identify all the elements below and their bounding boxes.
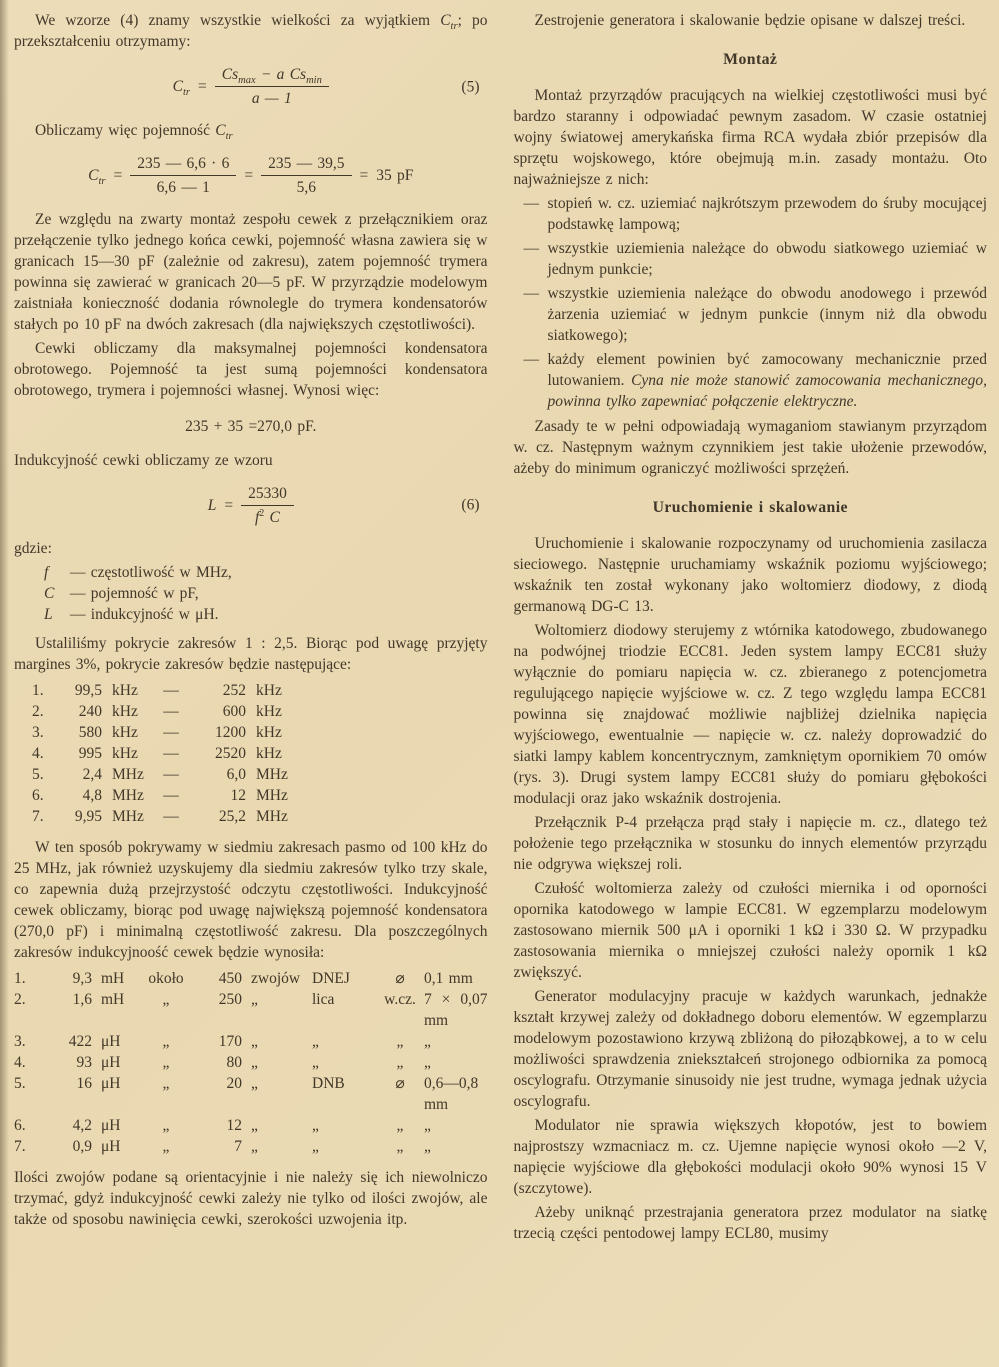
equals-sign: = [224,496,234,514]
paragraph-mounting-capacitance: Ze względu na zwarty montaż zespołu cewek z przełącznikiem oraz przełączenie tylko jednego końca cewki, pojemność własna zawiera się w granicach 15—30 pF (zależnie od zakresu), zatem pojemność trymera powinna się zawierać w granicach 20—5 pF. W przyrządzie modelowym zaistniała konieczność dodania równolegle do trymera kondensatorów stałych po 10 pF na dwóch zakresach (dla największych częstotliwości). [14,210,488,333]
range-dash: — [163,682,179,700]
rule-text: wszystkie uziemienia należące do obwodu anodowego i przewód żarzenia uziemiać w jednym punkcie (innym niż dla obwodu siatkowego); [547,285,987,344]
equation-number-5: (5) [461,78,480,96]
paragraph-ranges-intro: Ustaliliśmy pokrycie zakresów 1 : 2,5. Biorąc pod uwagę przyjęty margines 3%, pokrycie zakresów będzie następujące: [14,635,488,674]
rule-item [524,349,988,412]
inductance-row [14,1115,488,1136]
wire-diameter-symbol: „ [396,1138,404,1156]
range-to-unit: MHz [256,808,288,826]
turns-count: 12 [226,1117,242,1135]
paragraph-coverage: W ten sposób pokrywamy w siedmiu zakresach pasmo od 100 kHz do 25 MHz, jak również uzyskujemy dla siedmiu zakresów tylko trzy skale, co zapewnia dużą przejrzystość odczytu częstotliwości. Indukcyjność cewek obliczamy, biorąc pod uwagę największą pojemność kondensatora (270,0 pF) i minimalną częstotliwość zakresu. Dla poszczególnych zakresów indukcyjnoość cewek będzie wynosiła: [14,839,488,962]
turns-label: „ [251,1117,258,1135]
approx-label: „ [162,1117,170,1135]
range-from-unit: kHz [112,745,138,763]
range-from-value: 580 [78,724,102,742]
wire-size: „ [424,1033,431,1051]
montaz-rules-list [524,193,988,412]
paragraph-rules-summary: Zasady te w pełni odpowiadają wymaganiom stawianym przyrządom w. cz. Następnym ważnym czynnikiem jest takie ułożenie przewodów, ażeby do minimum ograniczyć możliwości sprzężeń. [513,418,987,477]
symbol: C [44,585,55,603]
range-dash: — [163,766,179,784]
paragraph-avoid-detuning: Ażeby uniknąć przestrajania generatora przez modulator na siatkę trzecią części pentodowej lampy ECL80, musimy [513,1204,987,1242]
symbol-definition-row [44,562,488,583]
formula-5-lhs: $C_{tr}$ [172,78,191,99]
formula-5-fraction: $\frac{Cs_{max} - a Cs_{min}}{a — 1}$ [215,65,329,109]
inductance-value: 1,6 [72,991,92,1009]
range-from-unit: kHz [112,724,138,742]
row-number: 4. [32,745,44,763]
symbol: f [44,564,49,582]
row-number: 3. [14,1033,26,1051]
range-to-unit: kHz [256,745,282,763]
frequency-range-row [14,743,488,764]
inductance-row [14,1073,488,1115]
inductance-row [14,1052,488,1073]
range-from-unit: MHz [112,766,144,784]
turns-label: „ [251,1075,258,1093]
approx-label: „ [162,1138,170,1156]
inductance-unit: μH [101,1033,121,1051]
range-to-unit: MHz [256,766,288,784]
symbol-meaning: — indukcyjność w μH. [70,606,219,624]
wire-size: „ [424,1117,431,1135]
inductance-unit: μH [101,1054,121,1072]
inductance-value: 9,3 [72,970,92,988]
paragraph-capacity-calc: Obliczamy więc pojemność $C_{tr}$ [35,121,233,142]
formula-5 [14,65,488,109]
wire-diameter-symbol: w.cz. [384,991,416,1009]
paragraph-montaz-intro: Montaż przyrządów pracujących na wielkiej częstotliwości musi być bardzo staranny i odpowiadać pewnym zasadom. W czasie ostatniej wojny światowej amerykańska firma RCA wydała zbiór przepisów dla sprzętu wojskowego, które obejmują m.in. zasady montażu. Oto najważniejsze z nich: [513,87,987,188]
range-to-value: 12 [230,787,246,805]
frequency-range-row [14,722,488,743]
wire-diameter-symbol: ⌀ [395,970,405,988]
rule-text-italic: Cyna nie może stanowić zamocowania mechanicznego, powinna tylko zapewniać połączenie elektryczne. [547,372,987,410]
sum-equation: 235 + 35 =270,0 pF. [185,417,317,435]
range-to-value: 252 [222,682,246,700]
section-heading-montaz: Montaż [723,51,778,68]
row-number: 7. [32,808,44,826]
range-to-unit: kHz [256,703,282,721]
formula-result: 35 pF [376,166,414,184]
rule-text: stopień w. cz. uziemiać najkrótszym przewodem do śruby mocującej podstawkę lampową; [547,195,987,233]
frequency-range-row [14,764,488,785]
turns-count: 250 [218,991,242,1009]
row-number: 3. [32,724,44,742]
wire-diameter-symbol: „ [396,1033,404,1051]
frequency-range-row [14,785,488,806]
range-to-value: 25,2 [218,808,246,826]
paragraph-tuning-note: Zestrojenie generatora i skalowanie będzie opisane w dalszej treści. [534,12,966,29]
wire-diameter-symbol: „ [396,1054,404,1072]
turns-count: 20 [226,1075,242,1093]
inductance-value: 16 [76,1075,92,1093]
approx-label: „ [162,991,170,1009]
range-dash: — [163,703,179,721]
row-number: 2. [32,703,44,721]
inductance-row [14,1031,488,1052]
symbol-definitions [44,562,488,625]
range-to-value: 600 [222,703,246,721]
row-number: 5. [14,1075,26,1093]
range-to-value: 2520 [215,745,246,763]
wire-size: 0,1 mm [424,970,473,988]
paragraph-modulation-generator: Generator modulacyjny pracuje w każdych warunkach, jednakże kształt krzywej zależy od dokładnego doboru elementów. W egzemplarzu modelowym pozostawiono krzywą zbliżoną do piłoząbkowej, a to w celu możliwości sprawdzenia zniekształceń strojonego odbiornika za pomocą oscylografu. Otrzymanie sinusoidy nie jest trudne, wymaga jednak użycia oscylografu. [513,988,987,1110]
frequency-range-row [14,680,488,701]
formula-6-fraction: $\frac{25330}{f^2 C}$ [241,484,294,528]
inductance-row [14,989,488,1031]
wire-size: „ [424,1138,431,1156]
turns-count: 80 [226,1054,242,1072]
rule-text: każdy element powinien być zamocowany mechanicznie przed lutowaniem. [547,351,987,389]
inductance-value: 4,2 [72,1117,92,1135]
approx-label: „ [162,1033,170,1051]
row-number: 1. [32,682,44,700]
inductance-unit: mH [101,991,125,1009]
range-dash: — [163,724,179,742]
bullet-dash: — [523,240,539,257]
inductance-unit: μH [101,1075,121,1093]
turns-label: „ [251,991,258,1009]
equals-sign: = [244,166,254,184]
turns-label: „ [251,1138,258,1156]
equals-sign: = [113,166,123,184]
range-from-unit: MHz [112,808,144,826]
bullet-dash: — [523,195,539,212]
wire-size: 7 × 0,07 mm [424,991,488,1030]
symbol: L [44,606,53,624]
rule-item [524,193,988,235]
range-to-unit: kHz [256,724,282,742]
frequency-range-row [14,806,488,827]
range-from-value: 995 [78,745,102,763]
rule-item [524,283,988,346]
symbol-definition-row [44,583,488,604]
rule-item [524,238,988,280]
approx-label: „ [162,1054,170,1072]
wire-type: lica [312,991,335,1009]
equals-sign: = [359,166,369,184]
inductance-value: 422 [68,1033,92,1051]
equals-sign: = [198,78,207,96]
gdzie-label: gdzie: [14,540,52,558]
range-from-unit: kHz [112,703,138,721]
formula-6-lhs: L [207,496,217,514]
row-number: 1. [14,970,26,988]
row-number: 7. [14,1138,26,1156]
symbol-meaning: — pojemność w pF, [70,585,199,603]
equation-number-6: (6) [461,496,480,514]
turns-label: „ [251,1054,258,1072]
range-from-unit: kHz [112,682,138,700]
range-from-value: 4,8 [82,787,102,805]
range-from-value: 240 [78,703,102,721]
right-column [514,10,988,1367]
turns-label: zwojów [251,970,301,988]
frequency-range-row [14,701,488,722]
section-heading-uruchomienie: Uruchomienie i skalowanie [652,499,848,516]
row-number: 5. [32,766,44,784]
wire-size: „ [424,1054,431,1072]
inductance-row [14,1136,488,1157]
formula-ctr-numeric: $C_{tr}$ = $\frac{235 — 6,6 \cdot 6}{6,6 — 1}$ = $\frac{235 — 39,5}{5,6}$ = 35 pF [88,154,414,197]
frequency-range-list [14,680,488,827]
inductance-unit: μH [101,1138,121,1156]
inductance-list [14,968,488,1157]
turns-count: 450 [218,970,242,988]
paragraph-modulator: Modulator nie sprawia większych kłopotów, jest to bowiem najprostszy wzmacniacz m. cz. Ujemne napięcie wynosi około —2 V, napięcie wyjściowe dla głębokości modulacji około 90% wynosi 15 V (szczytowe). [513,1117,987,1197]
symbol-meaning: — częstotliwość w MHz, [70,564,232,582]
range-to-unit: MHz [256,787,288,805]
inductance-value: 0,9 [72,1138,92,1156]
wire-type: „ [312,1033,319,1051]
paragraph-coil-calc: Cewki obliczamy dla maksymalnej pojemności kondensatora obrotowego. Pojemność ta jest sumą pojemności kondensatora obrotowego, trymera i pojemności własnej. Wynosi więc: [14,339,488,399]
formula-6 [14,484,488,528]
wire-type: DNB [312,1075,345,1093]
wire-size: 0,6—0,8 mm [424,1075,479,1114]
paragraph-formula-intro: We wzorze (4) znamy wszystkie wielkości za wyjątkiem $C_{tr}$; po przekształceniu otrzymamy: [14,12,488,50]
paragraph-inductance-intro: Indukcyjność cewki obliczamy ze wzoru [14,451,273,469]
range-to-value: 6,0 [226,766,246,784]
range-dash: — [163,808,179,826]
left-column [14,10,488,1367]
range-dash: — [163,787,179,805]
wire-type: „ [312,1117,319,1135]
wire-type: „ [312,1054,319,1072]
turns-count: 7 [234,1138,242,1156]
ctr-symbol: $C_{tr}$ [440,12,458,33]
paragraph-switch-p4: Przełącznik P-4 przełącza prąd stały i napięcie m. cz., dlatego też położenie tego przełącznika w stosunku do innych elementów przyrządu nie odgrywa większej roli. [513,814,987,873]
approx-label: „ [162,1075,170,1093]
range-from-value: 2,4 [82,766,102,784]
inductance-unit: mH [101,970,125,988]
inductance-unit: μH [101,1117,121,1135]
ctr-symbol: $C_{tr}$ [215,121,233,142]
inductance-row [14,968,488,989]
row-number: 6. [14,1117,26,1135]
row-number: 4. [14,1054,26,1072]
range-to-value: 1200 [215,724,246,742]
range-from-value: 99,5 [74,682,102,700]
wire-diameter-symbol: „ [396,1117,404,1135]
inductance-value: 93 [76,1054,92,1072]
paragraph-voltmeter: Woltomierz diodowy sterujemy z wtórnika katodowego, zbudowanego na podwójnej triodzie ECC81. Jeden system lampy ECC81 służy wyłącznie do pomiaru napięcia w. cz. zbieranego z potencjometra regulującego napięcie wyjściowe w. cz. Z tego względu lampa ECC81 powinna się znajdować możliwie najbliżej dzielnika napięcia wyjściowego, ewentualnie — napięcie w. cz. należy doprowadzić do siatki lampy kablem koncentrycznym, zamkniętym opornikiem 70 omów (rys. 3). Drugi system lampy ECC81 służy do pomiaru głębokości modulacji oraz jako wskaźnik dostrojenia. [513,622,987,807]
paragraph-turns-note: Ilości zwojów podane są orientacyjnie i nie należy się ich niewolniczo trzymać, gdyż indukcyjność cewki zależy nie tylko od ilości zwojów, ale także od sposobu nawinięcia cewki, szerokości uzwojenia itp. [14,1169,488,1229]
range-from-value: 9,95 [74,808,102,826]
symbol-definition-row [44,604,488,625]
turns-count: 170 [218,1033,242,1051]
range-to-unit: kHz [256,682,282,700]
rule-text: wszystkie uziemienia należące do obwodu siatkowego uziemiać w jednym punkcie; [547,240,987,278]
range-dash: — [163,745,179,763]
turns-label: „ [251,1033,258,1051]
paragraph-startup: Uruchomienie i skalowanie rozpoczynamy od uruchomienia zasilacza sieciowego. Następnie uruchamiamy wskaźnik poziomu wyjściowego; wskaźnik ten został wykonany jako woltomierz diodowy, z diodą germanową DG-C 13. [513,535,987,615]
row-number: 2. [14,991,26,1009]
wire-diameter-symbol: ⌀ [395,1075,405,1093]
wire-type: „ [312,1138,319,1156]
wire-type: DNEJ [312,970,350,988]
range-from-unit: MHz [112,787,144,805]
paragraph-sensitivity: Czułość woltomierza zależy od czułości miernika i od oporności opornika katodowego w lampie ECC81. W egzemplarzu modelowym zastosowano miernik 500 μA i oporniki 1 kΩ i 330 Ω. W przypadku zastosowania miernika o mniejszej czułości należy opornik 1 kΩ zwiększyć. [513,880,987,981]
approx-label: około [148,970,184,988]
row-number: 6. [32,787,44,805]
bullet-dash: — [523,351,539,368]
bullet-dash: — [523,285,539,302]
